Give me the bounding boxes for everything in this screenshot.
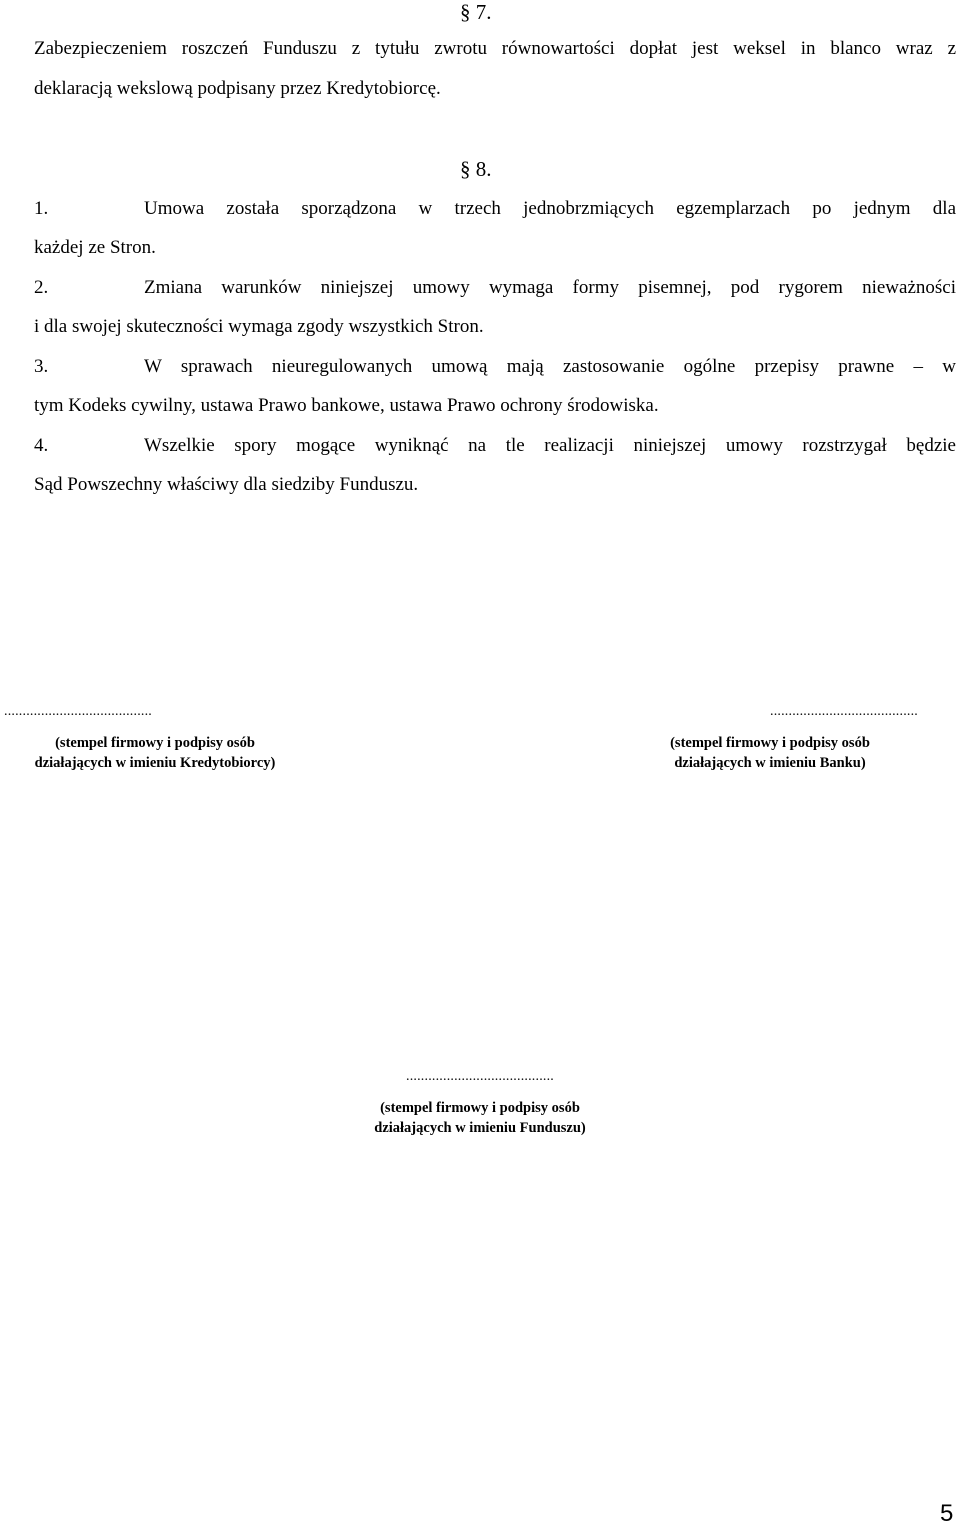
item-number: 4. (34, 435, 49, 456)
signature-fund (330, 1069, 630, 1138)
section-8-item-2-line-2: i dla swojej skuteczności wymaga zgody wszystkich Stron. (34, 316, 484, 337)
section-8-item-4 (34, 434, 956, 458)
signature-bank (620, 704, 920, 773)
section-8-item-3-line-2: tym Kodeks cywilny, ustawa Prawo bankowe, ustawa Prawo ochrony środowiska. (34, 395, 659, 416)
section-8-heading: § 8. (460, 157, 492, 181)
item-number: 3. (34, 356, 49, 377)
signature-caption-line-1: (stempel firmowy i podpisy osób (670, 735, 870, 751)
page-number: 5 (940, 1500, 954, 1527)
item-text-line-1: Umowa została sporządzona w trzech jednobrzmiących egzemplarzach po jednym dla (144, 198, 956, 219)
signature-caption-line-1: (stempel firmowy i podpisy osób (55, 735, 255, 751)
signature-caption-line-1: (stempel firmowy i podpisy osób (380, 1100, 580, 1116)
signature-caption-line-2: działających w imieniu Kredytobiorcy) (34, 755, 276, 771)
signature-borrower (0, 704, 310, 773)
section-8-item-2 (34, 276, 956, 300)
section-7-text-line-2: deklaracją wekslową podpisany przez Kredytobiorcę. (34, 78, 441, 99)
item-number: 2. (34, 277, 49, 298)
section-8-item-3 (34, 355, 956, 379)
section-7-text-line-1: Zabezpieczeniem roszczeń Funduszu z tytułu zwrotu równowartości dopłat jest weksel in blanco wraz z (34, 38, 956, 59)
item-number: 1. (34, 198, 49, 219)
item-text-line-1: W sprawach nieuregulowanych umową mają zastosowanie ogólne przepisy prawne – w (144, 356, 956, 377)
signature-caption-line-2: działających w imieniu Banku) (674, 755, 866, 771)
signature-line: ........................................ (4, 704, 152, 719)
section-8-item-1-line-2: każdej ze Stron. (34, 237, 156, 258)
signature-line: ........................................ (770, 704, 918, 719)
section-8-item-1 (34, 197, 956, 221)
signature-line: ........................................ (406, 1069, 554, 1084)
signature-caption-line-2: działających w imieniu Funduszu) (374, 1120, 586, 1136)
item-text-line-1: Wszelkie spory mogące wyniknąć na tle realizacji niniejszej umowy rozstrzygał będzie (144, 435, 956, 456)
section-7-heading: § 7. (460, 0, 492, 24)
item-text-line-1: Zmiana warunków niniejszej umowy wymaga formy pisemnej, pod rygorem nieważności (144, 277, 956, 298)
section-8-item-4-line-2: Sąd Powszechny właściwy dla siedziby Funduszu. (34, 474, 419, 495)
